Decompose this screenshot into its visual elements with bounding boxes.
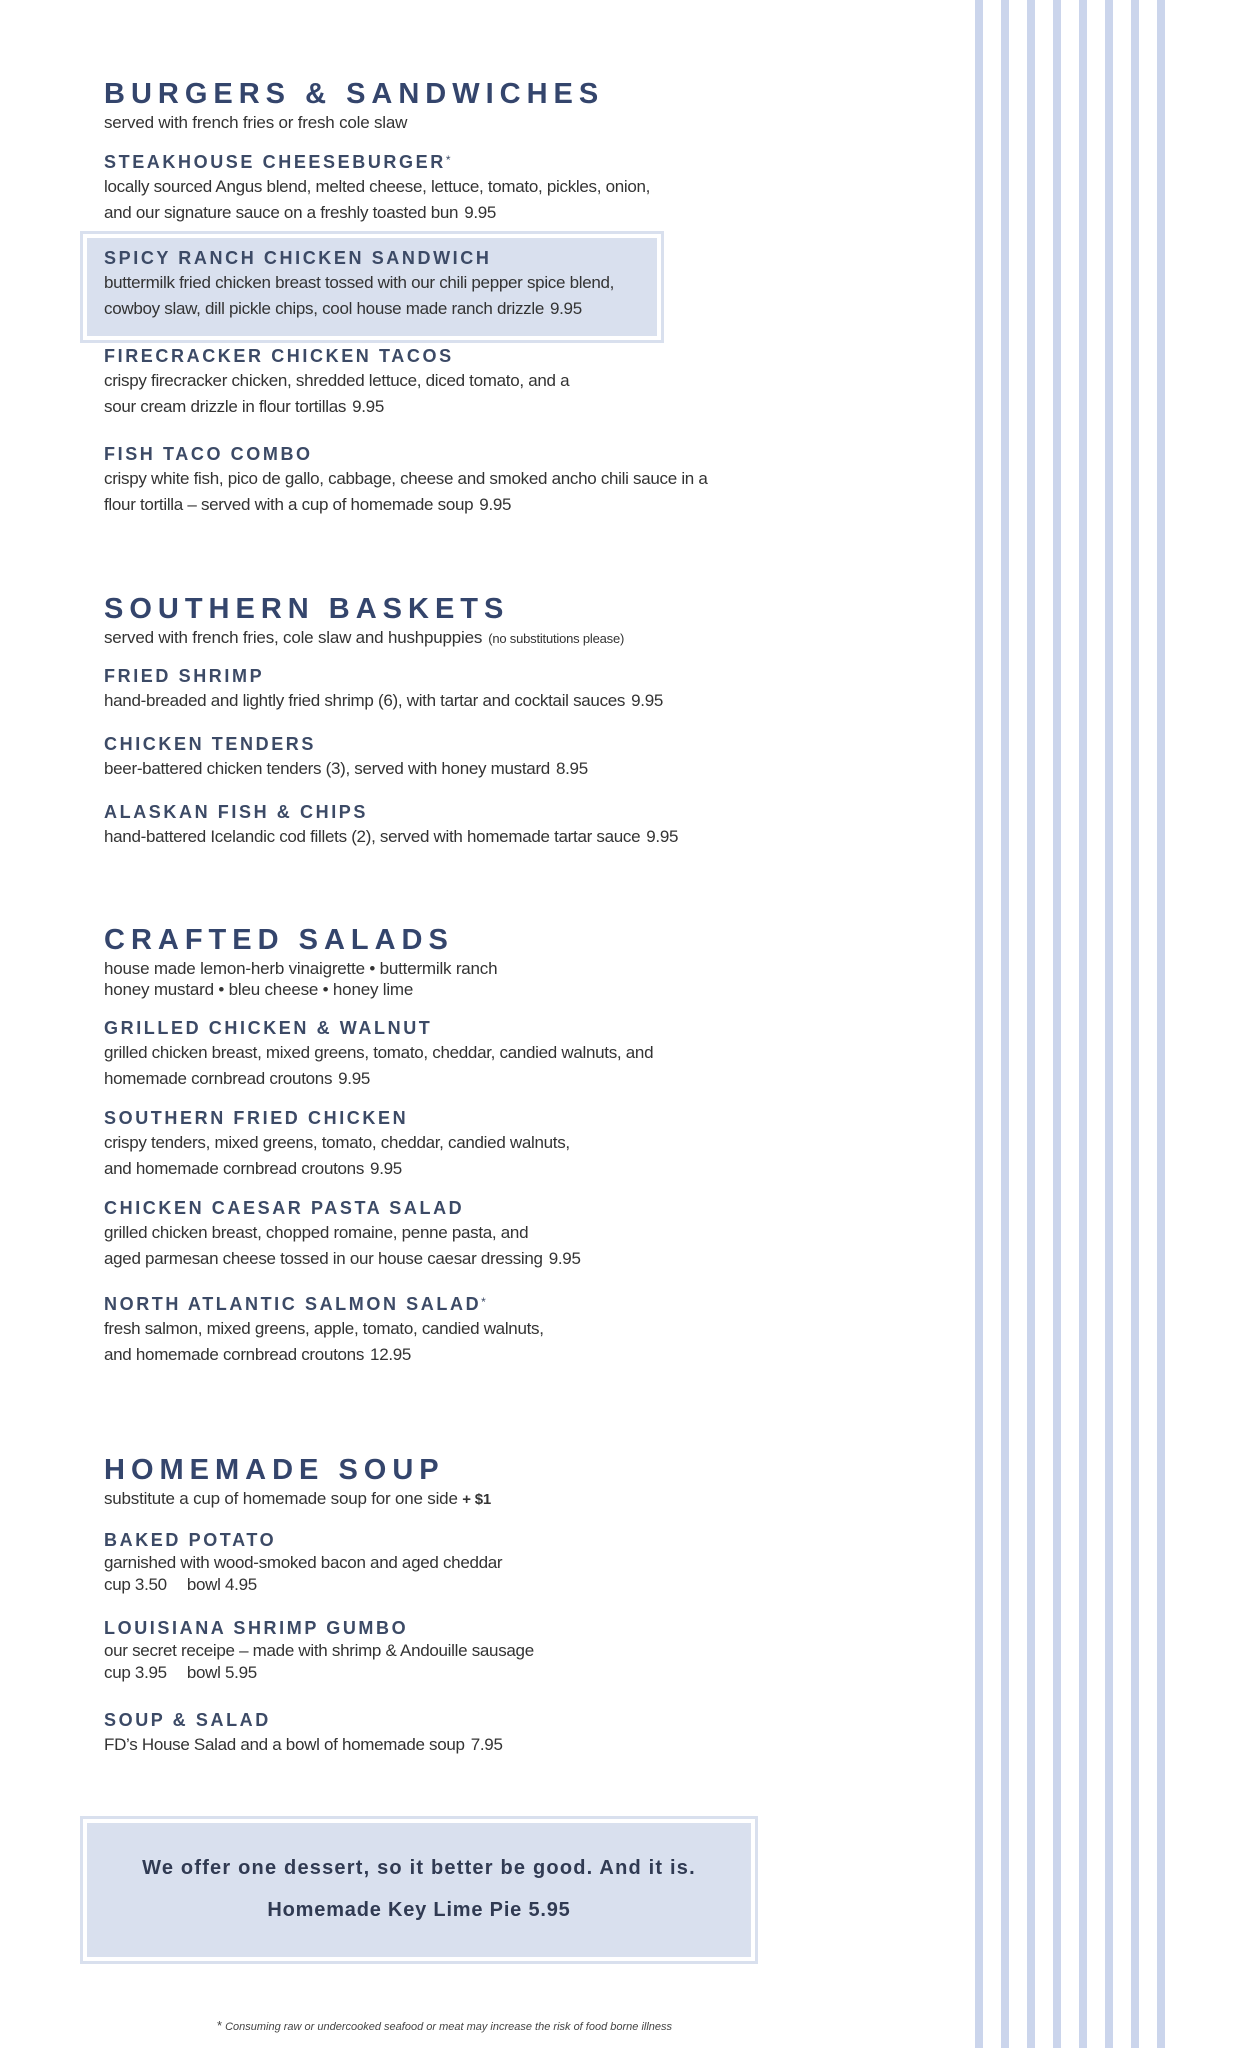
item-price: 12.95 bbox=[370, 1345, 412, 1364]
item-desc: and our signature sauce on a freshly toasted bun 9.95 bbox=[104, 203, 497, 222]
bowl-price: bowl 4.95 bbox=[186, 1575, 257, 1594]
cup-price: cup 3.50 bbox=[104, 1575, 167, 1594]
item-price: 9.95 bbox=[464, 203, 497, 222]
section-subtitle: served with french fries, cole slaw and hushpuppies (no substitutions please) bbox=[104, 628, 625, 647]
footnote-text: Consuming raw or undercooked seafood or meat may increase the risk of food borne illness bbox=[225, 2021, 673, 2033]
item-sizes bbox=[104, 1662, 744, 1684]
item-name: CHICKEN CAESAR PASTA SALAD bbox=[104, 1198, 465, 1218]
item-name: FRIED SHRIMP bbox=[104, 666, 265, 686]
item-name: FIRECRACKER CHICKEN TACOS bbox=[104, 346, 454, 366]
dessert-item: Homemade Key Lime Pie 5.95 bbox=[267, 1899, 571, 1921]
menu-item bbox=[104, 1708, 744, 1758]
stripe bbox=[975, 0, 983, 2048]
item-desc: aged parmesan cheese tossed in our house caesar dressing 9.95 bbox=[104, 1249, 581, 1268]
footnote bbox=[217, 2019, 737, 2034]
item-desc: buttermilk fried chicken breast tossed with our chili pepper spice blend, bbox=[104, 273, 615, 292]
section-salads bbox=[104, 924, 744, 1368]
bowl-price: bowl 5.95 bbox=[186, 1663, 257, 1682]
stripe bbox=[1157, 0, 1165, 2048]
item-desc: homemade cornbread croutons 9.95 bbox=[104, 1069, 371, 1088]
item-price: 9.95 bbox=[370, 1159, 402, 1178]
stripe bbox=[1053, 0, 1061, 2048]
menu-item bbox=[104, 1528, 744, 1596]
item-name: BAKED POTATO bbox=[104, 1530, 277, 1550]
item-name: FISH TACO COMBO bbox=[104, 444, 313, 464]
item-desc: crispy white fish, pico de gallo, cabbage, cheese and smoked ancho chili sauce in a bbox=[104, 469, 708, 488]
asterisk-mark: * bbox=[217, 2018, 223, 2033]
item-desc: our secret receipe – made with shrimp & Andouille sausage bbox=[104, 1641, 534, 1660]
menu-item bbox=[104, 1616, 744, 1684]
cup-price: cup 3.95 bbox=[104, 1663, 167, 1682]
dressings-line: house made lemon-herb vinaigrette • buttermilk ranch bbox=[104, 959, 498, 978]
menu-item bbox=[104, 150, 744, 226]
menu-item bbox=[104, 344, 744, 420]
stripe bbox=[1105, 0, 1113, 2048]
item-name: ALASKAN FISH & CHIPS bbox=[104, 802, 369, 822]
menu-item bbox=[104, 1106, 744, 1182]
stripe bbox=[1027, 0, 1035, 2048]
item-desc: crispy tenders, mixed greens, tomato, cheddar, candied walnuts, bbox=[104, 1133, 570, 1152]
item-desc: and homemade cornbread croutons 9.95 bbox=[104, 1159, 402, 1178]
section-title: HOMEMADE SOUP bbox=[104, 1454, 445, 1486]
stripe bbox=[1079, 0, 1087, 2048]
item-desc: hand-battered Icelandic cod fillets (2), served with homemade tartar sauce 9.95 bbox=[104, 827, 679, 846]
item-desc: locally sourced Angus blend, melted cheese, lettuce, tomato, pickles, onion, bbox=[104, 177, 651, 196]
item-price: 9.95 bbox=[352, 397, 384, 416]
menu-item bbox=[104, 1016, 744, 1092]
menu-item bbox=[104, 732, 744, 782]
asterisk-mark: * bbox=[445, 153, 451, 167]
item-name: LOUISIANA SHRIMP GUMBO bbox=[104, 1618, 409, 1638]
section-soup bbox=[104, 1454, 744, 1758]
section-subtitle: substitute a cup of homemade soup for one side + $1 bbox=[104, 1489, 492, 1508]
item-desc: fresh salmon, mixed greens, apple, tomato, candied walnuts, bbox=[104, 1319, 544, 1338]
item-desc: and homemade cornbread croutons 12.95 bbox=[104, 1345, 412, 1364]
menu-item bbox=[104, 1292, 744, 1368]
section-subtitle: served with french fries or fresh cole slaw bbox=[104, 113, 408, 132]
item-desc: hand-breaded and lightly fried shrimp (6), with tartar and cocktail sauces 9.95 bbox=[104, 691, 664, 710]
item-desc: crispy firecracker chicken, shredded lettuce, diced tomato, and a bbox=[104, 371, 570, 390]
item-name: NORTH ATLANTIC SALMON SALAD* bbox=[104, 1294, 486, 1314]
item-price: 9.95 bbox=[548, 1249, 581, 1268]
decorative-stripes bbox=[975, 0, 1165, 2048]
section-burgers bbox=[104, 78, 744, 518]
item-name: GRILLED CHICKEN & WALNUT bbox=[104, 1018, 433, 1038]
menu-item bbox=[104, 664, 744, 714]
item-desc: grilled chicken breast, chopped romaine, penne pasta, and bbox=[104, 1223, 529, 1242]
item-name: SOUTHERN FRIED CHICKEN bbox=[104, 1108, 409, 1128]
item-price: 9.95 bbox=[549, 299, 582, 318]
item-price: 9.95 bbox=[631, 691, 664, 710]
item-desc: cowboy slaw, dill pickle chips, cool house made ranch drizzle 9.95 bbox=[104, 299, 582, 318]
stripe bbox=[1001, 0, 1009, 2048]
item-price: 9.95 bbox=[338, 1069, 371, 1088]
dessert-tagline: We offer one dessert, so it better be good. And it is. bbox=[142, 1857, 696, 1879]
section-title: BURGERS & SANDWICHES bbox=[104, 78, 605, 110]
item-desc: garnished with wood-smoked bacon and aged cheddar bbox=[104, 1553, 503, 1572]
item-sizes bbox=[104, 1574, 744, 1596]
item-price: 8.95 bbox=[555, 759, 588, 778]
section-baskets bbox=[104, 593, 744, 850]
plus-price: + $1 bbox=[462, 1491, 492, 1508]
section-note: (no substitutions please) bbox=[488, 631, 625, 646]
item-name: CHICKEN TENDERS bbox=[104, 734, 317, 754]
section-title: CRAFTED SALADS bbox=[104, 924, 454, 956]
menu-item bbox=[104, 1196, 744, 1272]
item-price: 9.95 bbox=[646, 827, 679, 846]
stripe bbox=[1131, 0, 1139, 2048]
dessert-box bbox=[86, 1822, 752, 1958]
dressings-line: honey mustard • bleu cheese • honey lime bbox=[104, 980, 414, 999]
menu-item-highlighted bbox=[104, 246, 744, 322]
item-name: SOUP & SALAD bbox=[104, 1710, 271, 1730]
item-name: SPICY RANCH CHICKEN SANDWICH bbox=[104, 248, 492, 268]
section-title: SOUTHERN BASKETS bbox=[104, 593, 510, 625]
item-desc: FD’s House Salad and a bowl of homemade soup 7.95 bbox=[104, 1735, 503, 1754]
item-desc: flour tortilla – served with a cup of homemade soup 9.95 bbox=[104, 495, 512, 514]
item-desc: beer-battered chicken tenders (3), served with honey mustard 8.95 bbox=[104, 759, 588, 778]
item-desc: sour cream drizzle in flour tortillas 9.95 bbox=[104, 397, 384, 416]
item-price: 9.95 bbox=[479, 495, 512, 514]
menu-item bbox=[104, 442, 744, 518]
item-desc: grilled chicken breast, mixed greens, tomato, cheddar, candied walnuts, and bbox=[104, 1043, 654, 1062]
item-price: 7.95 bbox=[470, 1735, 503, 1754]
menu-item bbox=[104, 800, 744, 850]
item-name: STEAKHOUSE CHEESEBURGER* bbox=[104, 152, 451, 172]
asterisk-mark: * bbox=[481, 1295, 486, 1309]
